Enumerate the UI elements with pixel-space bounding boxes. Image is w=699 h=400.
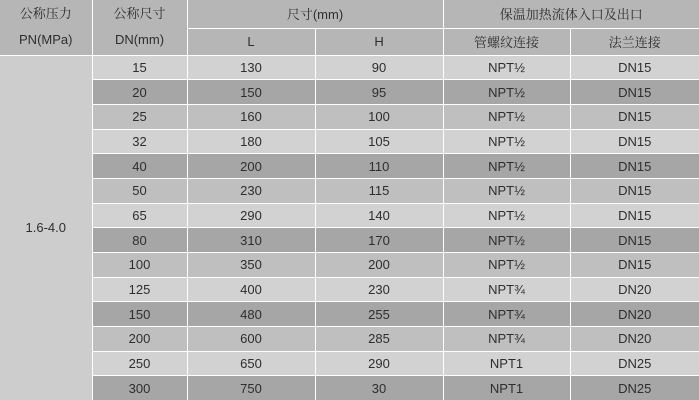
- cell-dn: 15: [92, 55, 187, 80]
- cell-dn: 50: [92, 178, 187, 203]
- cell-thread: NPT½: [443, 104, 570, 129]
- cell-l: 650: [187, 351, 315, 376]
- cell-thread: NPT1: [443, 376, 570, 400]
- cell-thread: NPT½: [443, 154, 570, 179]
- cell-h: 105: [315, 129, 443, 154]
- cell-l: 290: [187, 203, 315, 228]
- header-col-thread: 管螺纹连接: [443, 28, 570, 55]
- cell-flange: DN20: [570, 302, 699, 327]
- cell-thread: NPT½: [443, 203, 570, 228]
- cell-flange: DN20: [570, 277, 699, 302]
- cell-dn: 150: [92, 302, 187, 327]
- cell-thread: NPT¾: [443, 277, 570, 302]
- cell-h: 255: [315, 302, 443, 327]
- cell-thread: NPT½: [443, 178, 570, 203]
- cell-thread: NPT½: [443, 80, 570, 105]
- cell-l: 230: [187, 178, 315, 203]
- cell-h: 95: [315, 80, 443, 105]
- cell-l: 150: [187, 80, 315, 105]
- cell-thread: NPT½: [443, 253, 570, 278]
- cell-dn: 32: [92, 129, 187, 154]
- header-col-flange: 法兰连接: [570, 28, 699, 55]
- cell-l: 600: [187, 327, 315, 352]
- table-row: [0, 154, 699, 179]
- cell-h: 230: [315, 277, 443, 302]
- cell-dn: 20: [92, 80, 187, 105]
- cell-flange: DN15: [570, 203, 699, 228]
- table-row: [0, 376, 699, 400]
- cell-h: 170: [315, 228, 443, 253]
- table-row: [0, 327, 699, 352]
- table-row: [0, 203, 699, 228]
- cell-dn: 250: [92, 351, 187, 376]
- table-body: [0, 55, 699, 400]
- cell-dn: 125: [92, 277, 187, 302]
- cell-dn: 25: [92, 104, 187, 129]
- cell-l: 130: [187, 55, 315, 80]
- table-row: [0, 129, 699, 154]
- cell-h: 90: [315, 55, 443, 80]
- cell-h: 290: [315, 351, 443, 376]
- cell-l: 350: [187, 253, 315, 278]
- cell-h: 115: [315, 178, 443, 203]
- cell-l: 480: [187, 302, 315, 327]
- cell-thread: NPT¾: [443, 302, 570, 327]
- table-header: [0, 0, 699, 55]
- cell-thread: NPT½: [443, 228, 570, 253]
- table-row: [0, 351, 699, 376]
- header-row-1: [0, 0, 699, 28]
- cell-l: 180: [187, 129, 315, 154]
- cell-flange: DN15: [570, 55, 699, 80]
- cell-l: 400: [187, 277, 315, 302]
- cell-l: 750: [187, 376, 315, 400]
- table-row: [0, 178, 699, 203]
- cell-h: 110: [315, 154, 443, 179]
- cell-dn: 200: [92, 327, 187, 352]
- header-dimensions-group: 尺寸(mm): [187, 0, 443, 28]
- header-col-H: H: [315, 28, 443, 55]
- table-row: [0, 253, 699, 278]
- cell-flange: DN25: [570, 376, 699, 400]
- cell-flange: DN15: [570, 104, 699, 129]
- cell-thread: NPT½: [443, 55, 570, 80]
- cell-thread: NPT½: [443, 129, 570, 154]
- cell-flange: DN15: [570, 253, 699, 278]
- cell-flange: DN15: [570, 154, 699, 179]
- cell-flange: DN15: [570, 129, 699, 154]
- cell-l: 200: [187, 154, 315, 179]
- cell-h: 30: [315, 376, 443, 400]
- cell-dn: 300: [92, 376, 187, 400]
- header-col-L: L: [187, 28, 315, 55]
- cell-flange: DN15: [570, 228, 699, 253]
- cell-h: 140: [315, 203, 443, 228]
- cell-flange: DN25: [570, 351, 699, 376]
- cell-thread: NPT¾: [443, 327, 570, 352]
- cell-h: 200: [315, 253, 443, 278]
- table-row: [0, 55, 699, 80]
- header-nominal-pressure-line2: PN(MPa): [19, 32, 73, 48]
- header-nominal-pressure: [0, 0, 92, 55]
- cell-flange: DN15: [570, 80, 699, 105]
- cell-dn: 100: [92, 253, 187, 278]
- cell-h: 100: [315, 104, 443, 129]
- cell-flange: DN20: [570, 327, 699, 352]
- table-row: [0, 228, 699, 253]
- cell-l: 160: [187, 104, 315, 129]
- cell-thread: NPT1: [443, 351, 570, 376]
- table-row: [0, 104, 699, 129]
- cell-h: 285: [315, 327, 443, 352]
- header-nominal-size-line2: DN(mm): [114, 32, 165, 48]
- cell-dn: 40: [92, 154, 187, 179]
- table-row: [0, 80, 699, 105]
- header-nominal-size: [92, 0, 187, 55]
- cell-l: 310: [187, 228, 315, 253]
- pressure-value-cell: 1.6-4.0: [0, 55, 92, 400]
- header-nominal-size-line1: 公称尺寸: [113, 6, 166, 22]
- header-inlet-outlet-group: 保温加热流体入口及出口: [443, 0, 699, 28]
- cell-dn: 80: [92, 228, 187, 253]
- cell-flange: DN15: [570, 178, 699, 203]
- header-nominal-pressure-line1: 公称压力: [19, 6, 72, 22]
- cell-dn: 65: [92, 203, 187, 228]
- table-row: [0, 277, 699, 302]
- table-row: [0, 302, 699, 327]
